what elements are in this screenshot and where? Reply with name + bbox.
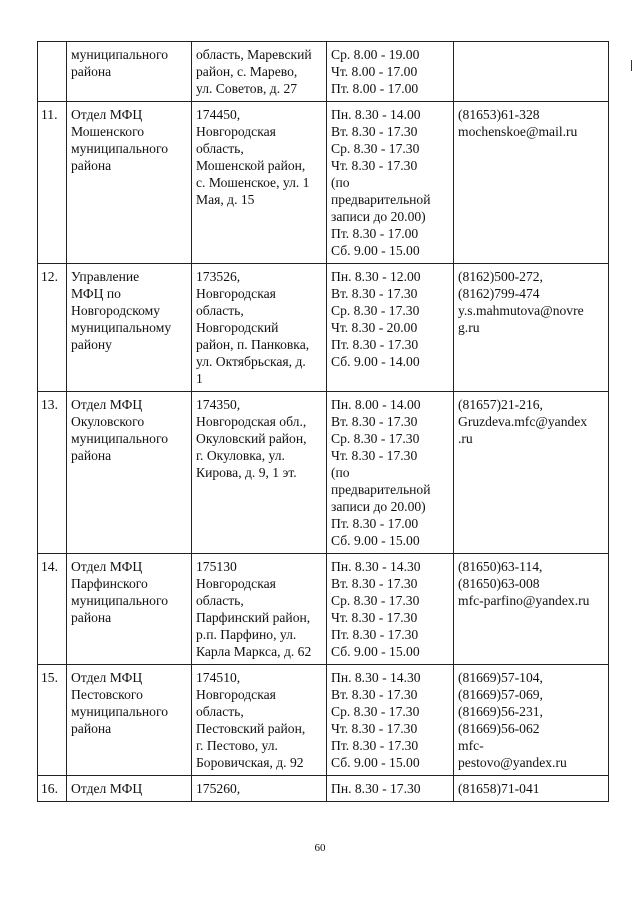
office-hours: Пн. 8.30 - 14.30 Вт. 8.30 - 17.30 Ср. 8.30 - 17.30 Чт. 8.30 - 17.30 Пт. 8.30 - 17.30 Сб. 9.00 - 15.00 [327, 554, 454, 665]
row-number: 15. [38, 665, 67, 776]
office-contacts: (81650)63-114, (81650)63-008 mfc-parfino@yandex.ru [454, 554, 609, 665]
office-contacts: (8162)500-272, (8162)799-474 y.s.mahmutova@novre g.ru [454, 264, 609, 392]
office-address: 175260, [192, 776, 327, 802]
row-number: 12. [38, 264, 67, 392]
row-number: 13. [38, 392, 67, 554]
office-name: Отдел МФЦ Окуловского муниципального района [67, 392, 192, 554]
office-address: 174450, Новгородская область, Мошенской район, с. Мошенское, ул. 1 Мая, д. 15 [192, 102, 327, 264]
table-row [38, 776, 609, 802]
office-hours: Ср. 8.00 - 19.00 Чт. 8.00 - 17.00 Пт. 8.00 - 17.00 [327, 42, 454, 102]
office-contacts [454, 42, 609, 102]
page-number: 60 [314, 842, 326, 854]
row-number [38, 42, 67, 102]
table-row [38, 42, 609, 102]
row-number: 14. [38, 554, 67, 665]
row-number: 11. [38, 102, 67, 264]
table-row [38, 392, 609, 554]
office-name: Управление МФЦ по Новгородскому муниципальному району [67, 264, 192, 392]
margin-mark [631, 60, 635, 71]
office-address: 174350, Новгородская обл., Окуловский район, г. Окуловка, ул. Кирова, д. 9, 1 эт. [192, 392, 327, 554]
office-address: 174510, Новгородская область, Пестовский район, г. Пестово, ул. Боровичская, д. 92 [192, 665, 327, 776]
office-contacts: (81669)57-104, (81669)57-069, (81669)56-231, (81669)56-062 mfc- pestovo@yandex.ru [454, 665, 609, 776]
table-row [38, 554, 609, 665]
office-name: муниципального района [67, 42, 192, 102]
office-name: Отдел МФЦ [67, 776, 192, 802]
table-row [38, 264, 609, 392]
office-name: Отдел МФЦ Мошенского муниципального района [67, 102, 192, 264]
office-address: область, Маревский район, с. Марево, ул. Советов, д. 27 [192, 42, 327, 102]
row-number: 16. [38, 776, 67, 802]
office-name: Отдел МФЦ Парфинского муниципального района [67, 554, 192, 665]
office-address: 173526, Новгородская область, Новгородский район, п. Панковка, ул. Октябрьская, д. 1 [192, 264, 327, 392]
office-hours: Пн. 8.30 - 12.00 Вт. 8.30 - 17.30 Ср. 8.30 - 17.30 Чт. 8.30 - 20.00 Пт. 8.30 - 17.30 Сб. 9.00 - 14.00 [327, 264, 454, 392]
office-hours: Пн. 8.00 - 14.00 Вт. 8.30 - 17.30 Ср. 8.30 - 17.30 Чт. 8.30 - 17.30 (по предварительной записи до 20.00) Пт. 8.30 - 17.00 Сб. 9.00 - 15.00 [327, 392, 454, 554]
office-address: 175130 Новгородская область, Парфинский район, р.п. Парфино, ул. Карла Маркса, д. 62 [192, 554, 327, 665]
office-name: Отдел МФЦ Пестовского муниципального района [67, 665, 192, 776]
table-row [38, 665, 609, 776]
office-hours: Пн. 8.30 - 17.30 [327, 776, 454, 802]
office-hours: Пн. 8.30 - 14.30 Вт. 8.30 - 17.30 Ср. 8.30 - 17.30 Чт. 8.30 - 17.30 Пт. 8.30 - 17.30 Сб. 9.00 - 15.00 [327, 665, 454, 776]
table-row [38, 102, 609, 264]
office-hours: Пн. 8.30 - 14.00 Вт. 8.30 - 17.30 Ср. 8.30 - 17.30 Чт. 8.30 - 17.30 (по предварительной записи до 20.00) Пт. 8.30 - 17.00 Сб. 9.00 - 15.00 [327, 102, 454, 264]
office-contacts: (81653)61-328 mochenskoe@mail.ru [454, 102, 609, 264]
office-contacts: (81657)21-216, Gruzdeva.mfc@yandex .ru [454, 392, 609, 554]
mfc-offices-table [37, 41, 609, 802]
office-contacts: (81658)71-041 [454, 776, 609, 802]
